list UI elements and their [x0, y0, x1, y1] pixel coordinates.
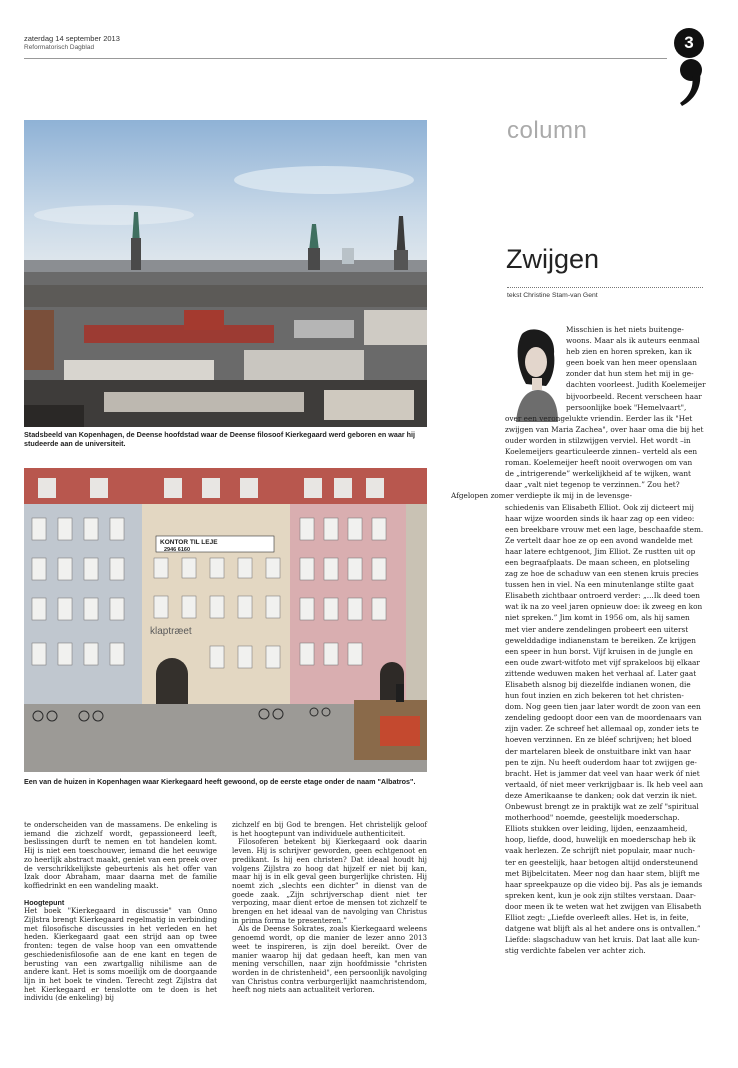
- column-line: Elisabeth zichtbaar ontroerd verder: „...Ik deed toen: [505, 591, 700, 601]
- article-paragraph: zichzelf en bij God te brengen. Het christelijk geloof is het hoogtepunt van individuele authenticiteit.: [232, 820, 427, 838]
- column-line: de „intrigerende” werkelijkheid af te wijken, want: [505, 469, 691, 479]
- column-line: Koelemeijers gearticuleerde zinnen– verteld als een: [505, 447, 698, 457]
- column-line: schiedenis van Elisabeth Elliot. Ook zij dicteert mij: [505, 502, 694, 512]
- header-divider: [24, 58, 667, 59]
- column-line: door meen ik te weten wat het zwijgen van Elisabeth: [505, 901, 702, 911]
- column-line: een oude zwart-witfoto met vijf sprakeloos bij elkaar: [505, 657, 700, 667]
- kierkegaard-house-photo: [24, 468, 427, 772]
- column-line: met vier andere zendelingen probeert een uiterst: [505, 624, 689, 634]
- column-line: bijvoorbeeld. Recent verscheen haar: [566, 391, 702, 401]
- column-line: pen te zijn. Nu heeft ouderdom haar tot zwijgen ge-: [505, 757, 697, 767]
- column-line: hoop, liefde, dood, huwelijk en moederschap heb ik: [505, 835, 696, 845]
- article-subheading: Hoogtepunt: [24, 897, 65, 907]
- column-line: een breekbare vrouw met een lage, beschaafde stem.: [505, 524, 704, 534]
- section-label: column: [507, 117, 588, 144]
- column-line: roman. Koelemeijer heeft nooit overwogen om van: [505, 458, 693, 468]
- column-line: bracht. Het is jammer dat veel van haar werk óf niet: [505, 768, 700, 778]
- column-line: met Bijbelcitaten. Meer nog dan haar stem, blijft me: [505, 868, 700, 878]
- shop-sign-text: klaptræet: [150, 626, 192, 637]
- column-line: datgene wat blijft als al het andere ons is ontvallen.”: [505, 924, 701, 934]
- column-line: zijn vader. Ze schreef het allemaal op, zonder iets te: [505, 724, 699, 734]
- column-line: haar spreekpauze op die video bij. Pas als je iemands: [505, 879, 703, 889]
- column-line: haar wijze woorden sinds ik haar zag op een video:: [505, 513, 695, 523]
- comma-logo-icon: [678, 58, 704, 108]
- column-line: een speer in hun borst. Vijf kruisen in de jungle en: [505, 646, 693, 656]
- column-line: persoonlijke boek "Hemelvaart",: [566, 402, 687, 412]
- column-line: vaak herlezen. Ze schrijft niet populair, maar nuch-: [505, 846, 695, 856]
- column-line: over een verongelukte vriendin. Eerder las ik "Het: [505, 413, 693, 423]
- article-paragraph: Het boek "Kierkegaard in discussie" van Onno Zijlstra brengt Kierkegaard regelmatig in verbinding met filosofische discussies in het verleden en het heden. Kierkegaard gaat een strijd aan op twee fronten: tegen de valse hoop van een omvattende geschiedenisfilosofie aan de ene kant en tegen de berusting van een zwartgallig nihilisme aan de andere kant. Het is soms moeilijk om de doorgaande lijn in het boek te vinden. Terecht zegt Zijlstra dat het Kierkegaard er tenslotte om te doen is het individu (de enkeling) bij: [24, 906, 217, 1003]
- rent-sign-text: KONTOR TIL LEJE: [160, 539, 218, 546]
- column-text: [445, 324, 705, 956]
- column-title: Zwijgen: [506, 244, 600, 274]
- column-line: dom. Nog geen tien jaar later wordt de zoon van een: [505, 702, 701, 712]
- column-line: zwijgen van Maria Zachea", over haar oma die bij het: [505, 424, 704, 434]
- column-line: der martelaren bleek de onstuitbare inkt van haar: [505, 746, 691, 756]
- column-line: zendeling gedoopt door een van de moordenaars van: [505, 713, 702, 723]
- column-line: zag ze hoe de schaduw van een stenen kruis precies: [505, 569, 699, 579]
- rent-sign-phone: 2946 6160: [164, 547, 190, 553]
- article-column-left: [24, 821, 217, 1003]
- column-line: Elliot zegt: „Liefde overleeft alles. Het is, in feite,: [505, 912, 689, 922]
- column-line: geen boek van hen meer openslaan: [566, 358, 697, 368]
- column-line: niet spreken.” Jim komt in 1956 om, als hij samen: [505, 613, 690, 623]
- column-line: vertaald, óf niet meer verkrijgbaar is. Ik heb veel aan: [505, 779, 704, 789]
- column-line: Afgelopen zomer verdiepte ik mij in de levensge-: [451, 491, 632, 501]
- column-line: zonder dat hun stem het mij in ge-: [566, 369, 694, 379]
- byline: tekst Christine Stam-van Gent: [507, 292, 598, 299]
- column-line: woons. Maar als ik auteurs eenmaal: [566, 336, 700, 346]
- column-line: Onbewust brengt ze in praktijk wat ze zelf "spiritual: [505, 802, 699, 812]
- column-line: Elisabeth alsnog bij diezelfde indianen wonen, die: [505, 680, 691, 689]
- column-line: spreken kent, kun je ook zijn stiltes verstaan. Daar-: [505, 890, 696, 900]
- article-paragraph: Als de Deense Sokrates, zoals Kierkegaard weleens genoemd wordt, op die manier de lezer anno 2013 weet te inspireren, is zijn doel bereikt. Over de manier waarop hij dat gedaan heeft, kan men van mening verschillen, naar zijn hoofdmissie "christen worden in de christenheid", een persoonlijk navolging van Christus contra verburgerlijkt naamchristendom, heeft nog niets aan actualiteit verloren.: [232, 924, 427, 995]
- column-line: heb zien en horen spreken, kan ik: [566, 347, 692, 357]
- column-line: dachten voorleest. Judith Koelemeijer: [566, 380, 706, 390]
- photo1-caption: Stadsbeeld van Kopenhagen, de Deense hoofdstad waar de Deense filosoof Kierkegaard werd geboren en waar hij studeerde aan de universiteit.: [24, 430, 416, 449]
- issue-date: zaterdag 14 september 2013: [24, 34, 120, 43]
- column-line: deze Amerikaanse te danken; ook dat verzin ik niet.: [505, 790, 698, 800]
- column-line: zittende weduwen maken het verhaal af. Later gaat: [505, 668, 697, 678]
- column-line: Misschien is het niets buitenge-: [566, 325, 684, 334]
- column-line: Liefde: slagschaduw van het kruis. Dat laat alle kun-: [505, 935, 700, 945]
- column-line: gewelddadige indianenstam te bereiken. Ze krijgen: [505, 635, 696, 645]
- column-line: hun fout inzien en zich bekeren tot het christen-: [505, 691, 684, 701]
- article-paragraph: Filosoferen betekent bij Kierkegaard ook daarin leven. Hij is schrijver geworden, geen echtgenoot en predikant. Is hij een christen? Dat ideaal houdt hij volgens Zijlstra zo hoog dat hijzelf er niet bij kan, maar hij is in elk geval geen burgerlijke christen. Hij noemt zich „slechts een dichter” in dienst van de goede zaak. „Zijn schrijverschap dient niet ter verpozing, maar dient ertoe de mensen tot zichzelf te brengen en het ideaal van de navolging van Christus in prima forma te presenteren.”: [232, 837, 427, 925]
- column-line: daar „valt niet tegenop te verzinnen.” Zou het?: [505, 480, 680, 490]
- photo2-caption: Een van de huizen in Kopenhagen waar Kierkegaard heeft gewoond, op de eerste etage onder de naam "Albatros".: [24, 777, 416, 786]
- column-line: ouder worden in stilzwijgen verviel. Het wordt –in: [505, 435, 691, 445]
- column-line: hoeven verzinnen. En ze bléef schrijven; het bloed: [505, 735, 692, 745]
- article-column-middle: [232, 821, 427, 995]
- column-line: tussen hen in viel. Na een minutenlange stilte gaat: [505, 580, 694, 590]
- newspaper-name: Reformatorisch Dagblad: [24, 44, 95, 51]
- title-divider: [507, 287, 703, 288]
- column-line: een begraafplaats. De maan scheen, en plotseling: [505, 557, 690, 567]
- column-line: stig verdichte fabelen ver achter zich.: [505, 946, 646, 956]
- page-number-badge: 3: [674, 28, 704, 58]
- column-line: wat ik na zo veel jaren opnieuw doe: ik zweeg en kon: [505, 602, 703, 612]
- article-paragraph: te onderscheiden van de massamens. De enkeling is iemand die zichzelf wordt, gepassioneerd leeft, beslissingen durft te nemen en tot handelen komt. Hij is niet een toeschouwer, iemand die het eeuwige zo heerlijk abstract maakt, geniet van een preek over de verschrikkelijkste gebeurtenis als het offer van Izak door Abraham, maar daarna met de familie koffiedrinkt en een wandeling maakt.: [24, 820, 217, 890]
- column-line: motherhood" noemde, geestelijk moederschap.: [505, 813, 680, 823]
- column-line: Elliots stukken over leiding, lijden, eenzaamheid,: [505, 824, 688, 834]
- column-line: haar latere echtgenoot, Jim Elliot. Ze rustten uit op: [505, 546, 696, 556]
- column-line: ter en geestelijk, haar betogen altijd ondersteunend: [505, 857, 699, 867]
- copenhagen-skyline-photo: [24, 120, 427, 427]
- column-line: Ze vertelt daar hoe ze op een avond wandelde met: [505, 535, 693, 545]
